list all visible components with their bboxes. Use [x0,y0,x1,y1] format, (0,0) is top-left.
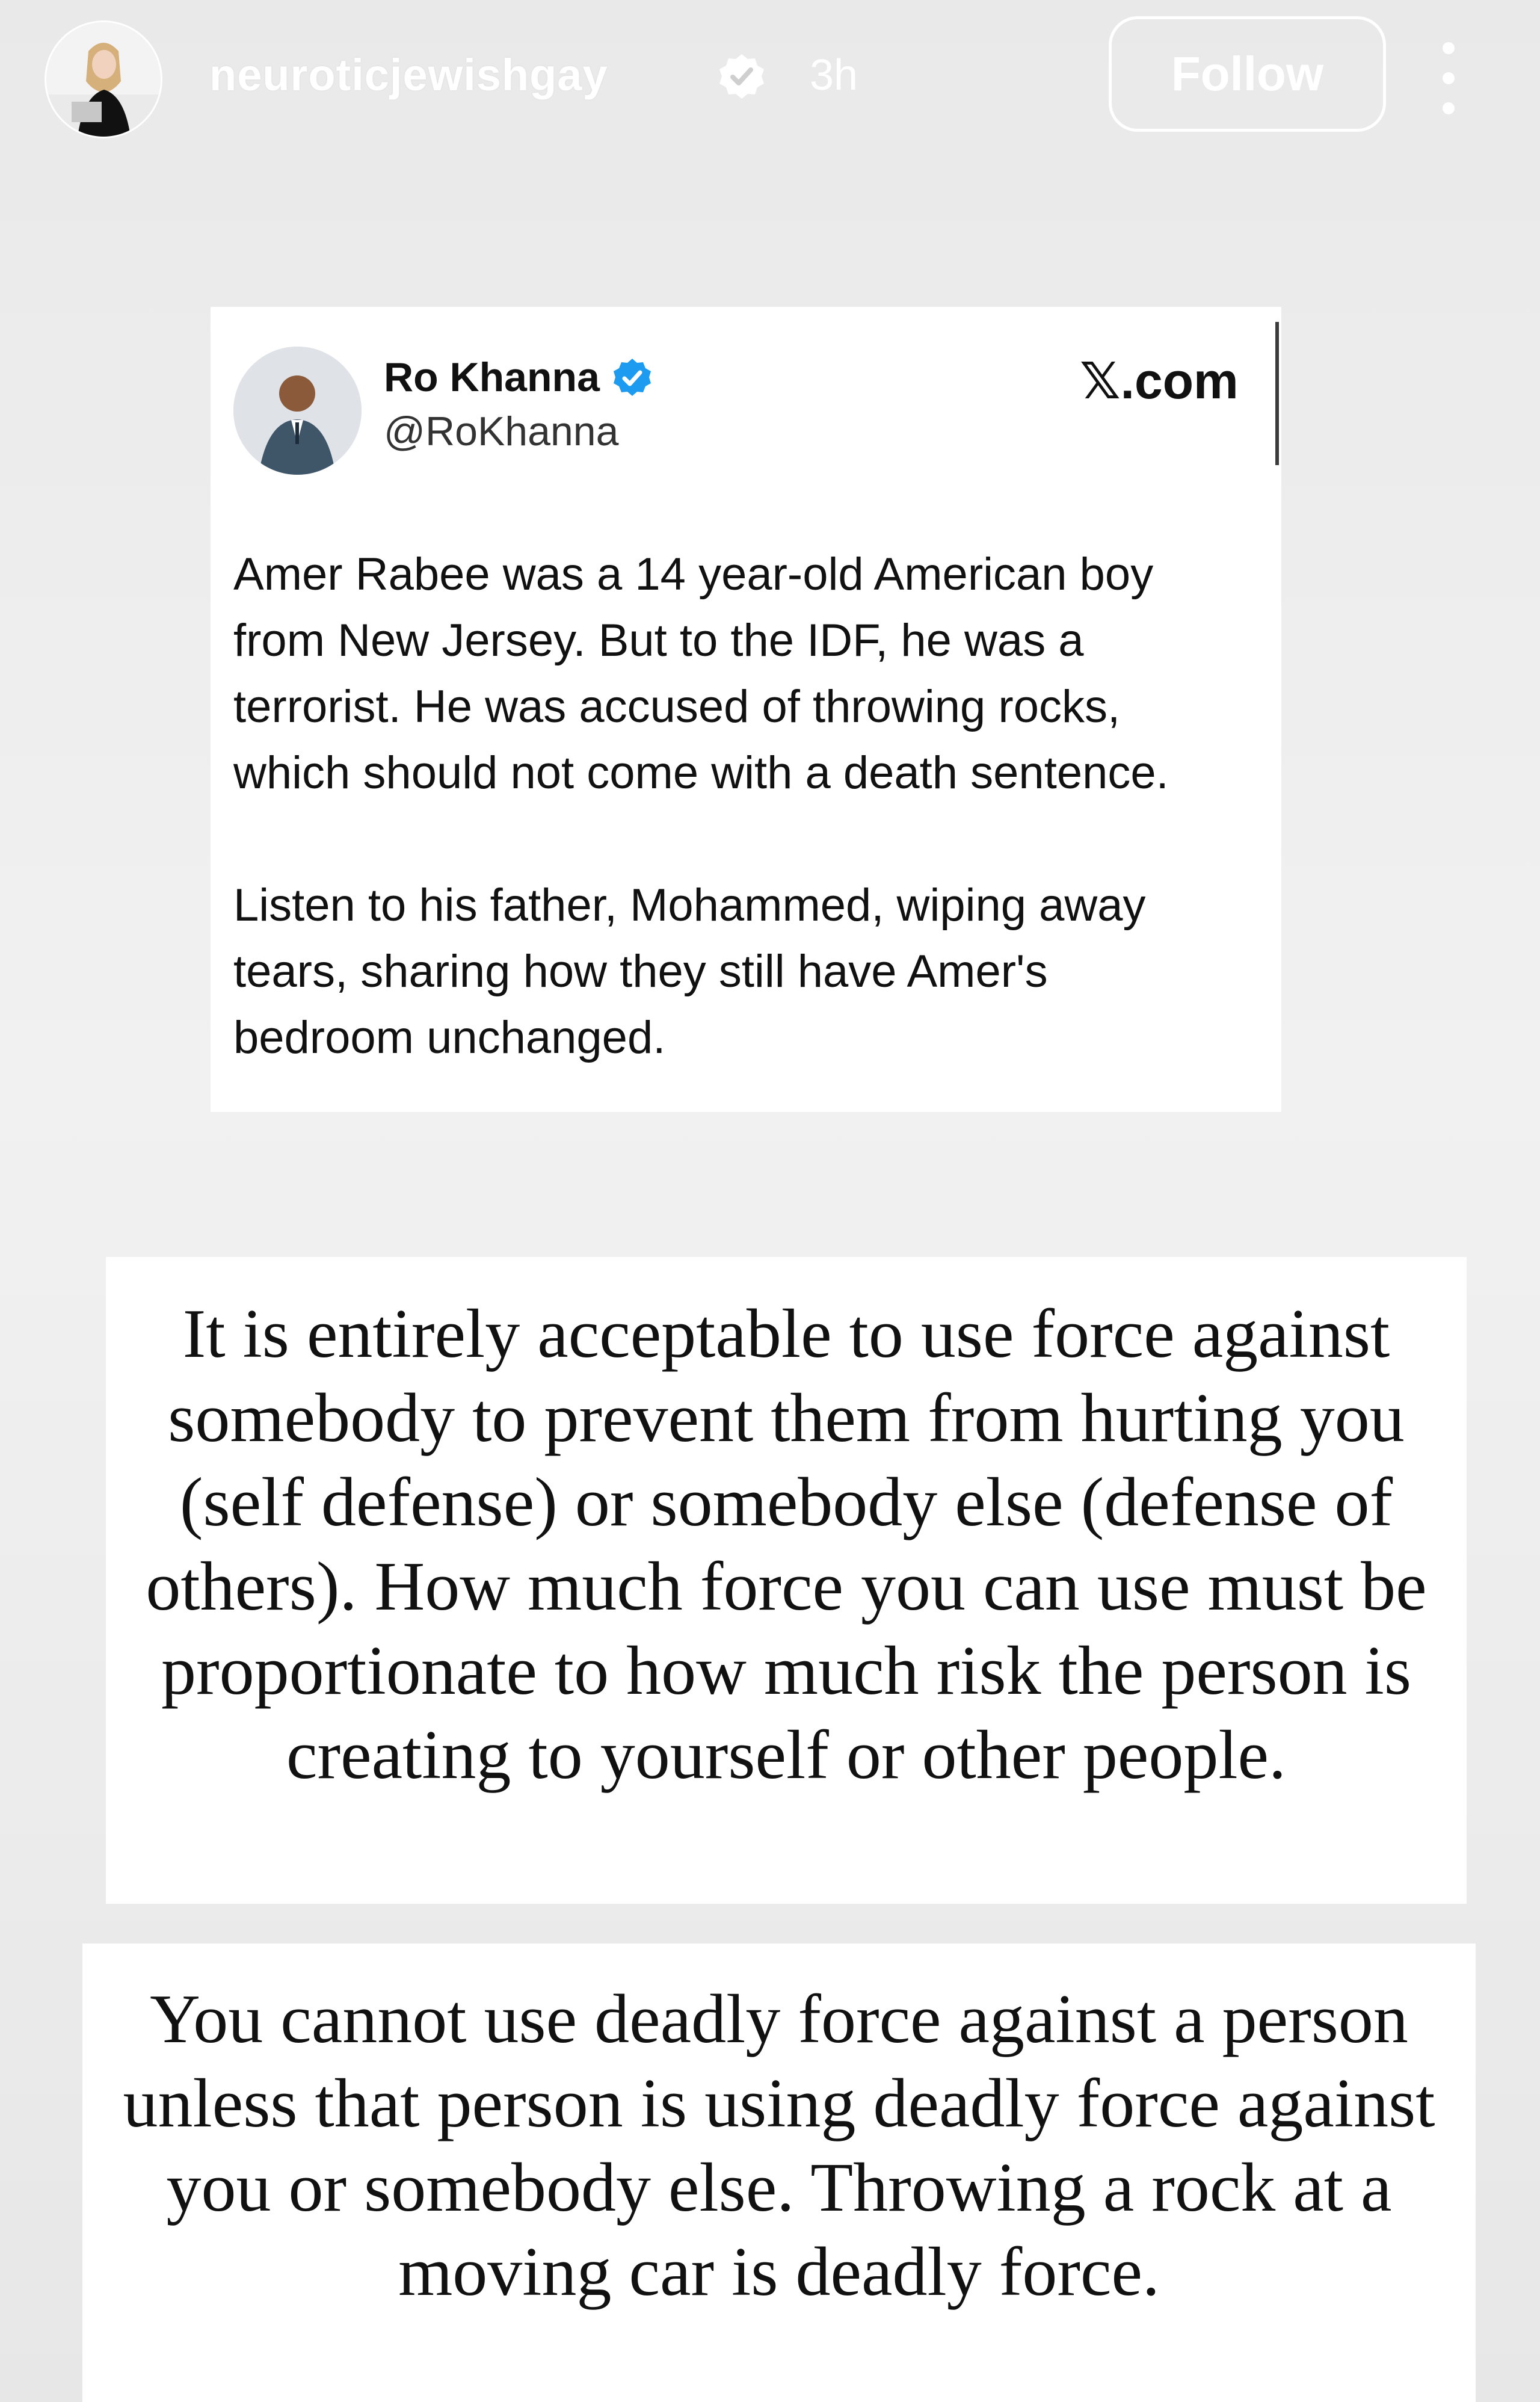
embedded-tweet [211,307,1281,1112]
text-box: You cannot use deadly force against a person unless that person is using deadly force against you or somebody else. Throwing a rock at a moving car is deadly force. [82,1944,1476,2402]
text-box: It is entirely acceptable to use force against somebody to prevent them from hurting you (self defense) or somebody else (defense of others). How much force you can use must be proportionate to how much risk the person is creating to yourself or other people. [106,1257,1467,1904]
dot [1443,102,1455,114]
x-logo-text: 𝕏.com [1080,353,1239,409]
tweet-handle: @RoKhanna [384,409,619,454]
verified-icon [611,357,653,399]
tweet-divider [1275,322,1279,465]
more-options-icon[interactable] [1431,42,1467,114]
dot [1443,42,1455,54]
tweet-paragraph: Listen to his father, Mohammed, wiping away tears, sharing how they still have Amer's bedroom unchanged. [233,880,1146,1063]
tweet-avatar [233,347,362,475]
post-time: 3h [810,51,858,99]
tweet-author-name: Ro Khanna [384,354,600,400]
follow-button[interactable]: Follow [1109,16,1386,132]
profile-avatar[interactable] [45,20,162,138]
story-header [0,0,1540,156]
tweet-paragraph: Amer Rabee was a 14 year-old American boy from New Jersey. But to the IDF, he was a terrorist. He was accused of throwing rocks, which should not come with a death sentence. [233,549,1169,798]
dot [1443,72,1455,84]
tweet-text [233,542,1250,1137]
username[interactable]: neuroticjewishgay [209,50,608,100]
verified-icon [717,52,766,101]
